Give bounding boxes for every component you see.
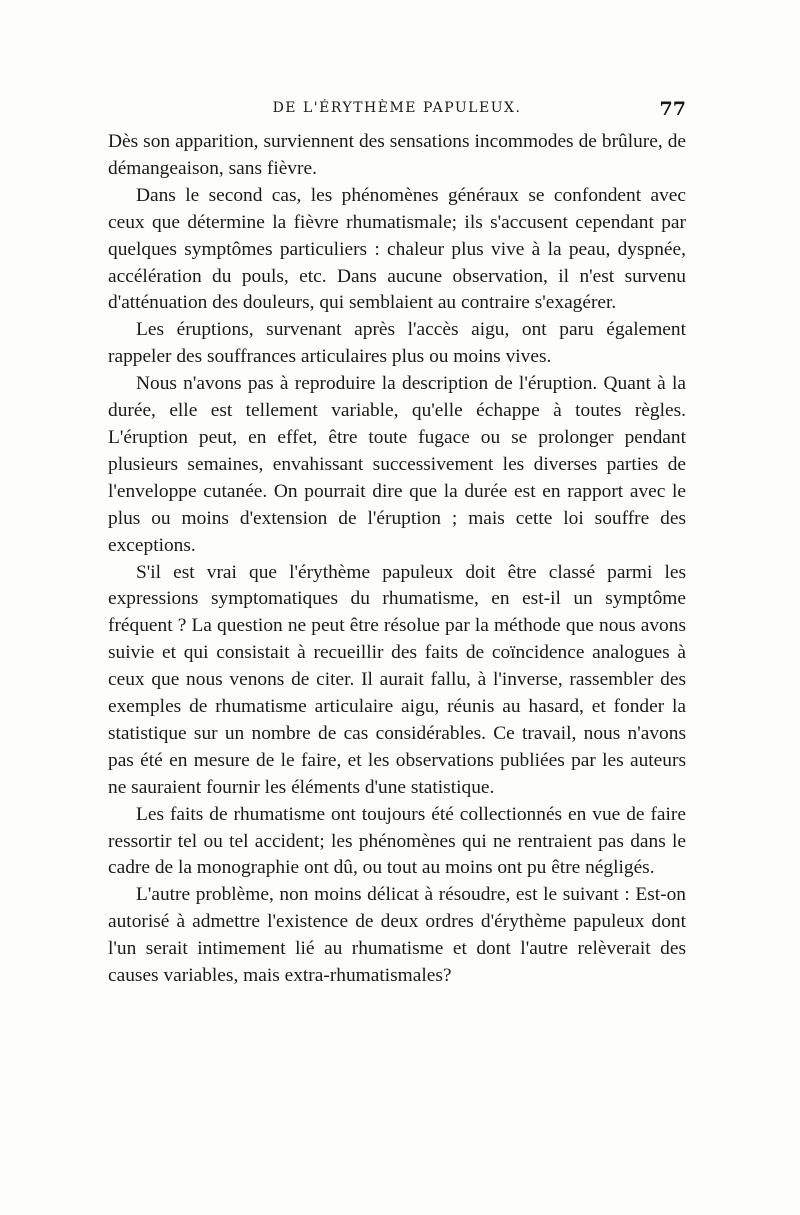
paragraph-2: Dans le second cas, les phénomènes généraux se confondent avec ceux que détermine la fièvre rhumatismale; ils s'accusent cependant par quelques symptômes particuliers : chaleur plus vive à la peau, dyspnée, accélération du pouls, etc. Dans aucune observation, il n'est survenu d'atténuation des douleurs, qui semblaient au contraire s'exagérer. [108,184,686,314]
paragraph-1: Dès son apparition, surviennent des sensations incommodes de brûlure, de démangeaison, sans fièvre. [108,131,686,179]
running-head [108,98,686,128]
paragraph-5: S'il est vrai que l'érythème papuleux doit être classé parmi les expressions symptomatiques du rhumatisme, en est-il un symptôme fréquent ? La question ne peut être résolue par la méthode que nous avons suivie et qui consistait à recueillir des faits de coïncidence analogues à ceux que nous venons de citer. Il aurait fallu, à l'inverse, rassembler des exemples de rhumatisme articulaire aigu, réunis au hasard, et fonder la statistique sur un nombre de cas considérables. Ce travail, nous n'avons pas été en mesure de le faire, et les observations publiées par les auteurs ne sauraient fournir les éléments d'une statistique. [108,561,686,798]
running-title: DE L'ÉRYTHÈME PAPULEUX. [272,100,522,116]
paragraph-7: L'autre problème, non moins délicat à résoudre, est le suivant : Est-on autorisé à admettre l'existence de deux ordres d'érythème papuleux dont l'un serait intimement lié au rhumatisme et dont l'autre relèverait des causes variables, mais extra-rhumatismales? [108,884,686,987]
page-number: 77 [659,98,686,120]
paragraph-3: Les éruptions, survenant après l'accès aigu, ont paru également rappeler des souffrances articulaires plus ou moins vives. [108,319,686,368]
body-text [108,129,686,990]
paragraph-6: Les faits de rhumatisme ont toujours été collectionnés en vue de faire ressortir tel ou tel accident; les phénomènes qui ne rentraient pas dans le cadre de la monographie ont dû, ou tout au moins ont pu être négligés. [108,803,686,879]
paragraph-4: Nous n'avons pas à reproduire la description de l'éruption. Quant à la durée, elle est tellement variable, qu'elle échappe à toutes règles. L'éruption peut, en effet, être toute fugace ou se prolonger pendant plusieurs semaines, envahissant successivement les diverses parties de l'enveloppe cutanée. On pourrait dire que la durée est en rapport avec le plus ou moins d'extension de l'éruption ; mais cette loi souffre des exceptions. [108,373,686,556]
